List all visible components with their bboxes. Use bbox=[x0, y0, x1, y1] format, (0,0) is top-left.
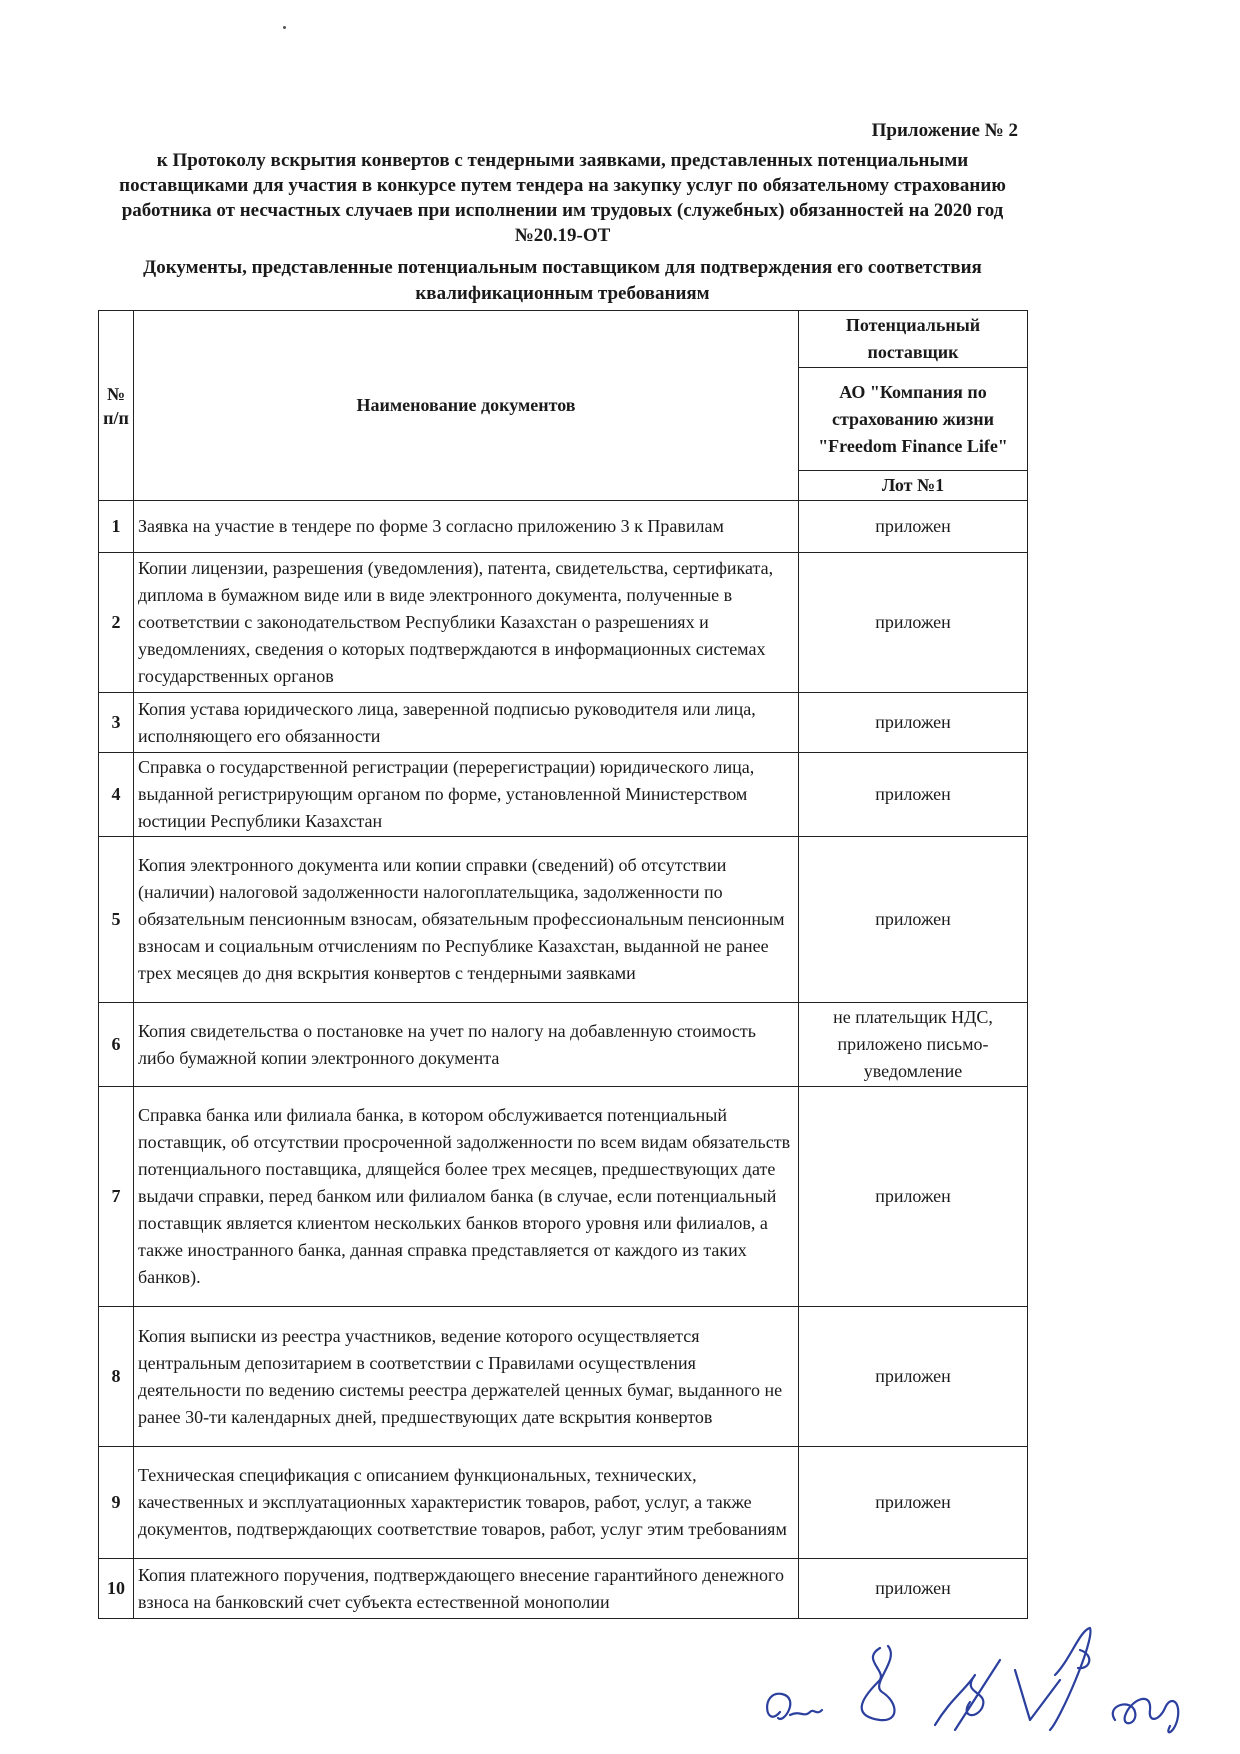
table-row bbox=[99, 553, 1028, 693]
document-name: Копия электронного документа или копии справки (сведений) об отсутствии (наличии) налоговой задолженности налогоплательщика, задолженности по обязательным пенсионным взносам, обязательным профессиональным пенсионным взносам и социальным отчислениям по Республике Казахстан, выданной не ранее трех месяцев до дня вскрытия конвертов с тендерными заявками bbox=[134, 837, 799, 1003]
document-status: не плательщик НДС, приложено письмо-уведомление bbox=[799, 1003, 1028, 1087]
signature-5 bbox=[1113, 1699, 1178, 1732]
column-header-name: Наименование документов bbox=[134, 311, 799, 501]
document-name: Справка о государственной регистрации (перерегистрации) юридического лица, выданной регистрирующим органом по форме, установленной Министерством юстиции Республики Казахстан bbox=[134, 753, 799, 837]
table-row bbox=[99, 1559, 1028, 1619]
column-header-number: № п/п bbox=[99, 311, 134, 501]
appendix-label: Приложение № 2 bbox=[871, 120, 1018, 141]
document-name: Копия платежного поручения, подтверждающего внесение гарантийного денежного взноса на банковский счет субъекта естественной монополии bbox=[134, 1559, 799, 1619]
document-name: Копии лицензии, разрешения (уведомления), патента, свидетельства, сертификата, диплома в бумажном виде или в виде электронного документа, полученные в соответствии с законодательством Республики Казахстан о разрешениях и уведомлениях, сведения о которых подтверждаются в информационных системах государственных органов bbox=[134, 553, 799, 693]
table-row bbox=[99, 1447, 1028, 1559]
signatures bbox=[760, 1620, 1200, 1740]
document-name: Техническая спецификация с описанием функциональных, технических, качественных и эксплуатационных характеристик товаров, работ, услуг, а также документов, подтверждающих соответствие товаров, работ, услуг этим требованиям bbox=[134, 1447, 799, 1559]
document-name: Заявка на участие в тендере по форме 3 согласно приложению 3 к Правилам bbox=[134, 501, 799, 553]
row-number: 1 bbox=[99, 501, 134, 553]
table-row bbox=[99, 753, 1028, 837]
row-number: 3 bbox=[99, 693, 134, 753]
row-number: 8 bbox=[99, 1307, 134, 1447]
document-status: приложен bbox=[799, 837, 1028, 1003]
document-status: приложен bbox=[799, 1307, 1028, 1447]
row-number: 10 bbox=[99, 1559, 134, 1619]
document-status: приложен bbox=[799, 501, 1028, 553]
table-row bbox=[99, 1003, 1028, 1087]
row-number: 4 bbox=[99, 753, 134, 837]
table-row bbox=[99, 1307, 1028, 1447]
row-number: 7 bbox=[99, 1087, 134, 1307]
document-name: Копия свидетельства о постановке на учет по налогу на добавленную стоимость либо бумажной копии электронного документа bbox=[134, 1003, 799, 1087]
table-row bbox=[99, 501, 1028, 553]
document-name: Копия выписки из реестра участников, ведение которого осуществляется центральным депозитарием в соответствии с Правилами осуществления деятельности по ведению системы реестра держателей ценных бумаг, выданного не ранее 30-ти календарных дней, предшествующих дате вскрытия конвертов bbox=[134, 1307, 799, 1447]
document-title: Документы, представленные потенциальным поставщиком для подтверждения его соответствия квалификационным требованиям bbox=[143, 257, 982, 304]
document-status: приложен bbox=[799, 693, 1028, 753]
protocol-title: к Протоколу вскрытия конвертов с тендерными заявками, представленных потенциальными поставщиками для участия в конкурсе путем тендера на закупку услуг по обязательному страхованию работника от несчастных случаев при исполнении им трудовых (служебных) обязанностей на 2020 год №20.19-ОТ bbox=[119, 150, 1006, 246]
signature-4 bbox=[1015, 1628, 1090, 1730]
scan-speck bbox=[283, 26, 286, 29]
table-row bbox=[99, 1087, 1028, 1307]
document-status: приложен bbox=[799, 1559, 1028, 1619]
row-number: 6 bbox=[99, 1003, 134, 1087]
signature-2 bbox=[862, 1646, 895, 1720]
table-row bbox=[99, 693, 1028, 753]
supplier-name: АО "Компания по страхованию жизни "Freedom Finance Life" bbox=[799, 368, 1028, 471]
document-name: Копия устава юридического лица, заверенной подписью руководителя или лица, исполняющего его обязанности bbox=[134, 693, 799, 753]
document-name: Справка банка или филиала банка, в котором обслуживается потенциальный поставщик, об отсутствии просроченной задолженности по всем видам обязательств потенциального поставщика, длящейся более трех месяцев, предшествующих дате выдачи справки, перед банком или филиалом банка (в случае, если потенциальный поставщик является клиентом нескольких банков второго уровня или филиалов, а также иностранного банка, данная справка представляется от каждого из таких банков). bbox=[134, 1087, 799, 1307]
document-status: приложен bbox=[799, 553, 1028, 693]
lot-label: Лот №1 bbox=[799, 471, 1028, 501]
signature-1 bbox=[767, 1694, 822, 1719]
header-row bbox=[99, 311, 1028, 368]
row-number: 5 bbox=[99, 837, 134, 1003]
table-row bbox=[99, 837, 1028, 1003]
document-status: приложен bbox=[799, 1087, 1028, 1307]
row-number: 2 bbox=[99, 553, 134, 693]
row-number: 9 bbox=[99, 1447, 134, 1559]
documents-table bbox=[98, 310, 1028, 1619]
document-status: приложен bbox=[799, 753, 1028, 837]
signature-3 bbox=[935, 1660, 1000, 1730]
document-status: приложен bbox=[799, 1447, 1028, 1559]
column-header-supplier: Потенциальный поставщик bbox=[799, 311, 1028, 368]
